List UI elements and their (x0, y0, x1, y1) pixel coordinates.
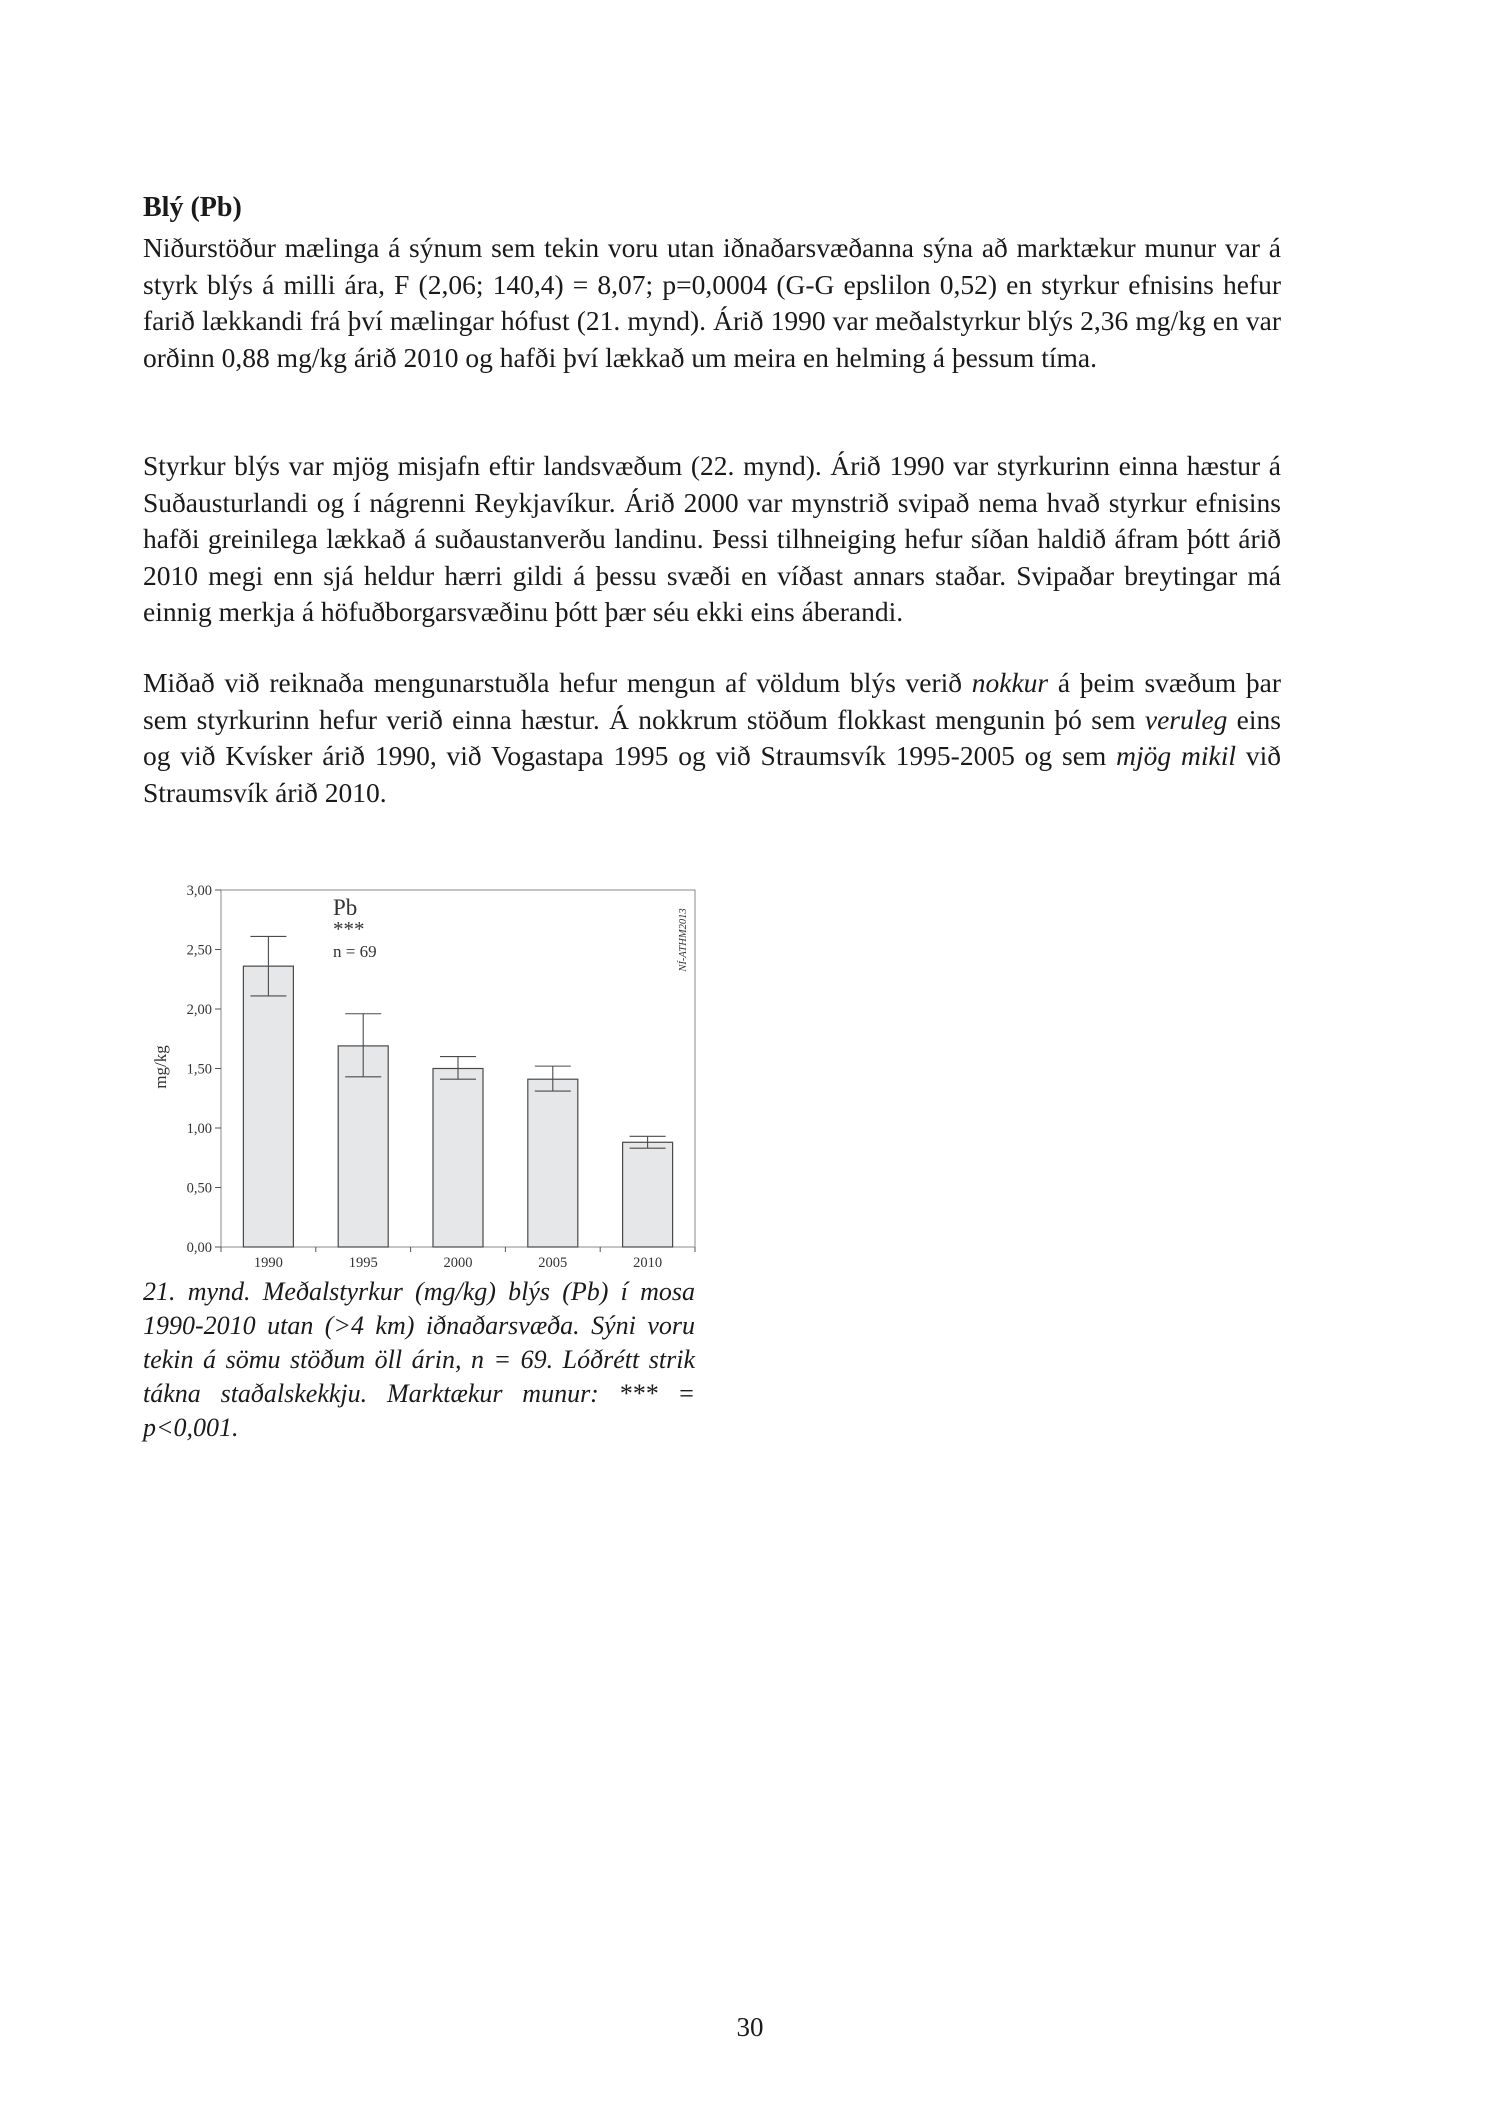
bar-chart-svg (143, 880, 713, 1285)
paragraph-3-text (143, 665, 1281, 811)
chart-credit: NÍ-ATHM2013 (678, 908, 689, 972)
paragraph-2 (143, 448, 1281, 631)
paragraph-3-seg2: á þeim svæðum þar sem styrkurinn hefur verið einna hæstur. Á nokkrum stöðum flokkast mengunin þó sem (143, 667, 1281, 735)
section-heading: Blý (Pb) (143, 192, 242, 223)
x-tick-label: 1995 (348, 1255, 378, 1271)
paragraph-3-seg1: Miðað við reiknaða mengunarstuðla hefur mengun af völdum blýs verið (143, 667, 972, 698)
paragraph-3-seg4: við Straumsvík árið 2010. (143, 740, 1281, 808)
paragraph-3-emphasis-veruleg: veruleg (1144, 703, 1228, 735)
x-tick-label: 2005 (538, 1255, 568, 1271)
x-tick-label: 2010 (633, 1255, 663, 1271)
bars-group (243, 966, 672, 1247)
figure-caption: 21. mynd. Meðalstyrkur (mg/kg) blýs (Pb) í mosa 1990-2010 utan (>4 km) iðnaðarsvæða. Sýni voru tekin á sömu stöðum öll árin, n = 69. Lóðrétt strik tákna staðalskekkju. Marktækur munur: *** = p<0,001. (143, 1277, 695, 1442)
bar-2005 (528, 1079, 578, 1247)
y-tick-label: 2,00 (186, 1002, 212, 1018)
paragraph-1 (143, 230, 1281, 376)
annotation-sample-size: n = 69 (333, 942, 377, 961)
y-tick-label: 3,00 (186, 883, 212, 899)
y-tick-label: 0,00 (186, 1240, 212, 1256)
annotation-significance: *** (333, 917, 365, 941)
bar-2010 (623, 1142, 673, 1247)
y-axis (187, 883, 221, 1256)
paragraph-3-emphasis-nokkur: nokkur (971, 667, 1049, 698)
x-tick-label: 2000 (443, 1255, 473, 1271)
y-axis-label: mg/kg (151, 1045, 170, 1089)
x-axis (221, 1247, 695, 1271)
annotation-element: Pb (333, 895, 358, 920)
y-tick-label: 2,50 (186, 942, 212, 959)
bar-1990 (243, 966, 293, 1247)
figure-21-chart (143, 880, 713, 1285)
paragraph-3 (143, 665, 1281, 811)
paragraph-1-text: Niðurstöður mælinga á sýnum sem tekin voru utan iðnaðarsvæðanna sýna að marktækur munur var á styrk blýs á milli ára, F (2,06; 140,4) = 8,07; p=0,0004 (G-G epslilon 0,52) en styrkur efnisins hefur farið lækkandi frá því mælingar hófust (21. mynd). Árið 1990 var meðalstyrkur blýs 2,36 mg/kg en var orðinn 0,88 mg/kg árið 2010 og hafði því lækkað um meira en helming á þessum tíma. (143, 232, 1281, 373)
page-number: 30 (736, 2012, 764, 2042)
paragraph-3-seg3: eins og við Kvísker árið 1990, við Vogastapa 1995 og við Straumsvík 1995-2005 og sem (143, 703, 1281, 771)
paragraph-3-emphasis-mjog-mikil: mjög mikil (1116, 740, 1237, 771)
x-tick-label: 1990 (253, 1255, 283, 1271)
y-tick-label: 1,50 (186, 1061, 212, 1078)
y-tick-label: 1,00 (186, 1121, 212, 1137)
paragraph-2-text: Styrkur blýs var mjög misjafn eftir landsvæðum (22. mynd). Árið 1990 var styrkurinn einna hæstur á Suðausturlandi og í nágrenni Reykjavíkur. Árið 2000 var mynstrið svipað nema hvað styrkur efnisins hafði greinilega lækkað á suðaustanverðu landinu. Þessi tilhneiging hefur síðan haldið áfram þótt árið 2010 megi enn sjá heldur hærri gildi á þessu svæði en víðast annars staðar. Svipaðar breytingar má einnig merkja á höfuðborgarsvæðinu þótt þær séu ekki eins áberandi. (143, 450, 1281, 627)
bar-2000 (433, 1069, 483, 1248)
y-tick-label: 0,50 (186, 1180, 212, 1197)
